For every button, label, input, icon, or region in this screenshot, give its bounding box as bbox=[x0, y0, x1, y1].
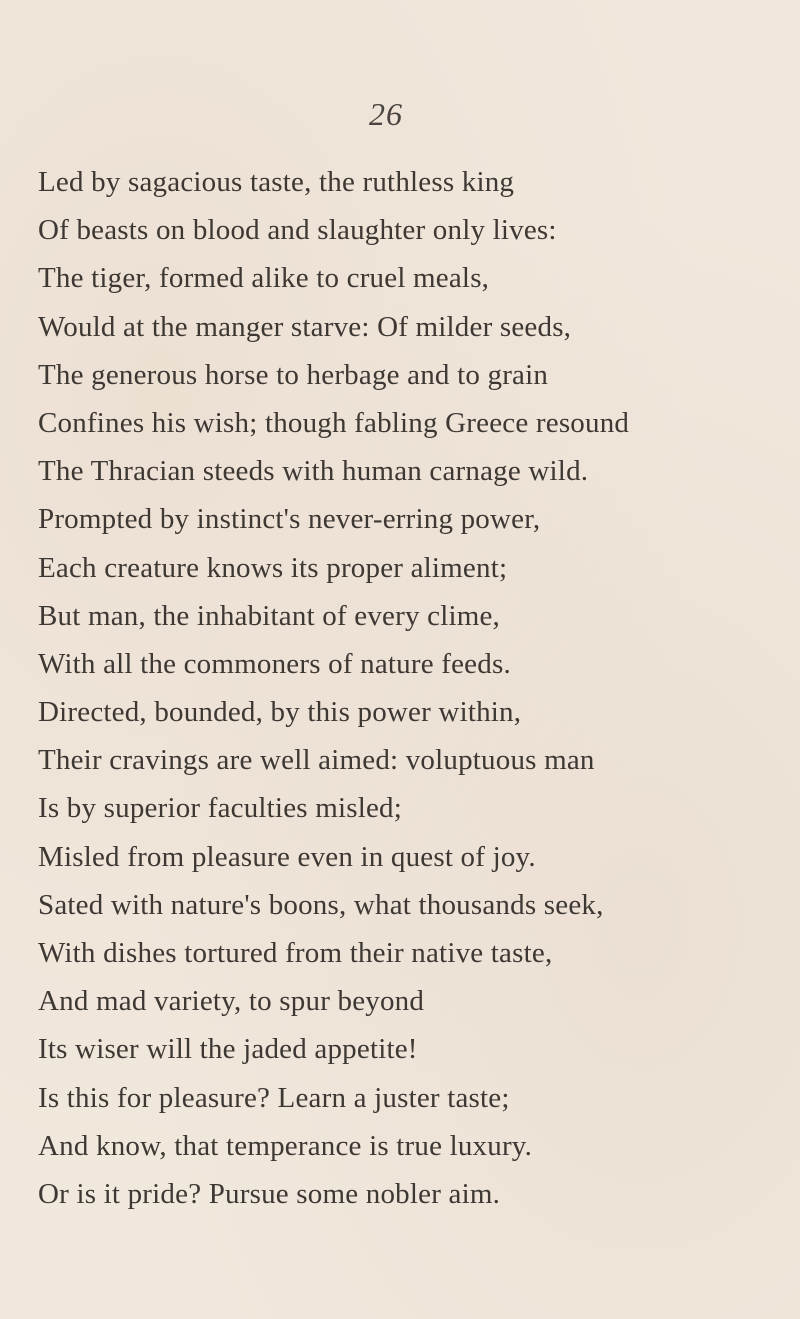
poem-line: Directed, bounded, by this power within, bbox=[38, 696, 522, 729]
poem-line: Sated with nature's boons, what thousands seek, bbox=[38, 888, 604, 921]
poem-line: The Thracian steeds with human carnage wild. bbox=[38, 455, 589, 488]
poem-line: Their cravings are well aimed: voluptuous man bbox=[38, 744, 595, 777]
poem-line: Of beasts on blood and slaughter only lives: bbox=[38, 214, 557, 247]
poem-line: And mad variety, to spur beyond bbox=[38, 985, 425, 1018]
page-number: 26 bbox=[369, 96, 403, 132]
poem-line: Misled from pleasure even in quest of joy. bbox=[38, 840, 536, 873]
poem-line: Prompted by instinct's never-erring power, bbox=[38, 503, 541, 536]
poem-text bbox=[38, 158, 798, 1218]
poem-line: Would at the manger starve: Of milder seeds, bbox=[38, 310, 572, 343]
poem-line: With all the commoners of nature feeds. bbox=[38, 647, 511, 680]
poem-line: But man, the inhabitant of every clime, bbox=[38, 599, 501, 632]
poem-line: Is this for pleasure? Learn a juster taste; bbox=[38, 1081, 510, 1114]
poem-line: Is by superior faculties misled; bbox=[38, 792, 402, 825]
poem-line: And know, that temperance is true luxury. bbox=[38, 1129, 533, 1162]
poem-line: Or is it pride? Pursue some nobler aim. bbox=[38, 1177, 501, 1210]
poem-line: Confines his wish; though fabling Greece resound bbox=[38, 406, 630, 439]
poem-line: The tiger, formed alike to cruel meals, bbox=[38, 262, 490, 295]
poem-line: Its wiser will the jaded appetite! bbox=[38, 1033, 418, 1066]
poem-line: Led by sagacious taste, the ruthless king bbox=[38, 166, 515, 198]
poem-line: With dishes tortured from their native taste, bbox=[38, 937, 553, 969]
poem-line: The generous horse to herbage and to grain bbox=[38, 358, 549, 391]
poem-line: Each creature knows its proper aliment; bbox=[38, 551, 508, 584]
